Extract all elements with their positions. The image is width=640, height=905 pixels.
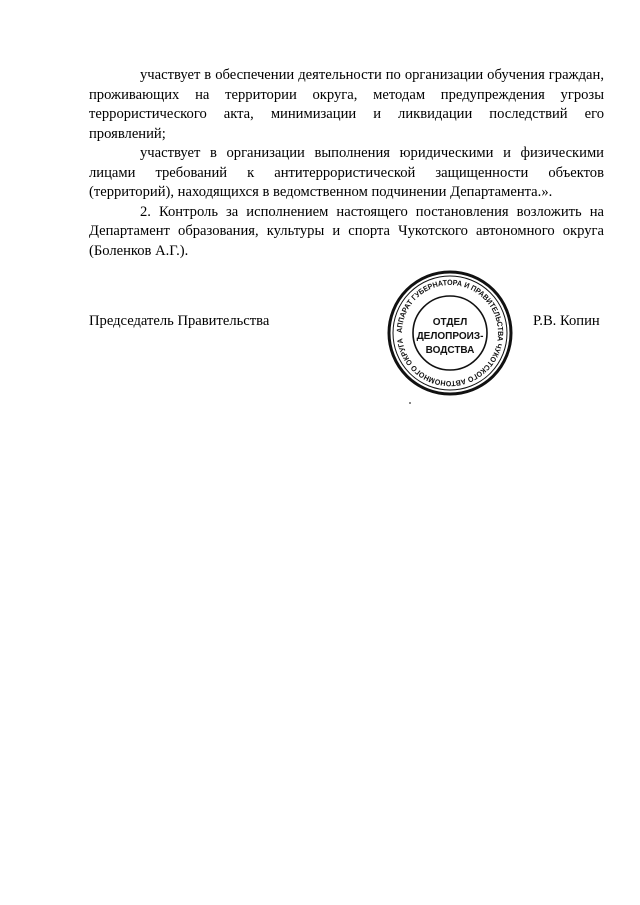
- paragraph-control-clause: 2. Контроль за исполнением настоящего постановления возложить на Департамент образования, культуры и спорта Чукотского автономного округа (Боленков А.Г.).: [89, 203, 604, 259]
- stamp-center-line-3: ВОДСТВА: [425, 345, 475, 356]
- official-stamp: [385, 268, 515, 398]
- paragraph-protection-duties: участвует в организации выполнения юридическими и физическими лицами требований к антитеррористической защищенности объектов (территорий), находящихся в ведомственном подчинении Департамента.».: [89, 145, 604, 200]
- stamp-center-line-2: ДЕЛОПРОИЗ-: [416, 331, 484, 342]
- paragraph-training-duties: участвует в обеспечении деятельности по организации обучения граждан, проживающих на территории округа, методам предупреждения угрозы террористического акта, минимизации и ликвидации последствий его проявлений;: [89, 67, 604, 142]
- signatory-position: Председатель Правительства: [89, 313, 270, 329]
- stamp-center-line-1: ОТДЕЛ: [432, 317, 468, 328]
- document-body: [89, 66, 604, 261]
- signatory-name: Р.В. Копин: [533, 313, 600, 329]
- stamp-ring-text: АППАРАТ ГУБЕРНАТОРА И ПРАВИТЕЛЬСТВА ЧУКОТСКОГО АВТОНОМНОГО ОКРУГА: [394, 277, 506, 389]
- scan-speck: [409, 402, 411, 404]
